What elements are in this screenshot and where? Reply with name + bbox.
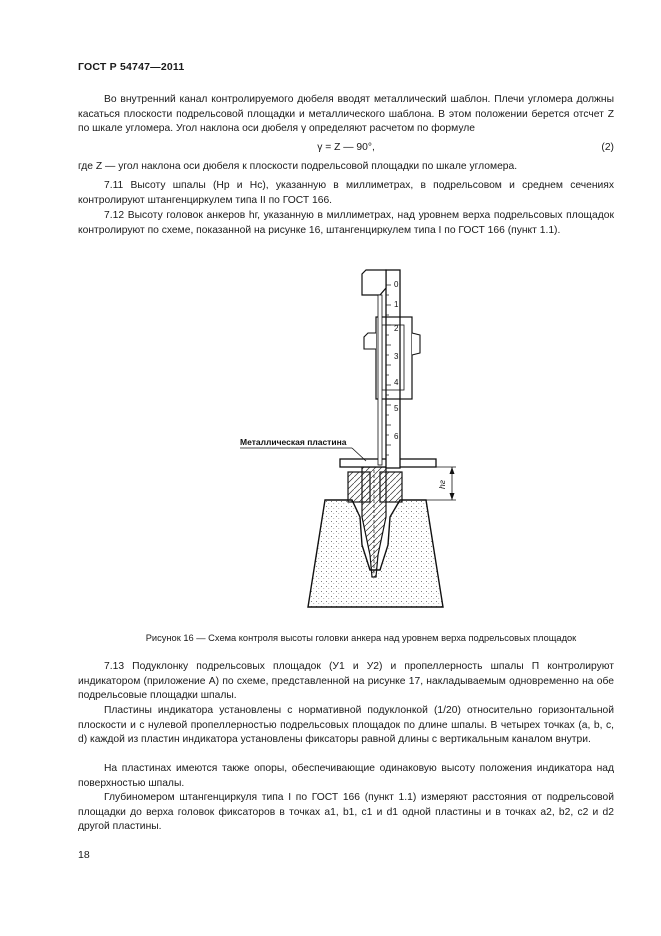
scale-digit: 1 [394, 300, 399, 309]
label-metal-plate: Металлическая пластина [240, 437, 347, 447]
doc-header: ГОСТ Р 54747—2011 [78, 61, 185, 73]
supports-paragraph: На пластинах имеются также опоры, обеспечивающие одинаковую высоту положения индикатора над поверхностью шпалы. [78, 763, 614, 789]
section-7-11: 7.11 Высоту шпалы (Нр и Нс), указанную в миллиметрах, в подрельсовом и среднем сечениях контролируют штангенциркулем типа II по ГОСТ 166. [78, 180, 614, 206]
plates-paragraph: Пластины индикатора установлены с нормативной подуклонкой (1/20) относительно горизонтальной плоскости и с нулевой пропеллерностью подрельсовых площадок по длине шпалы. В четырех точках (a, b, c, d) каждой из пластин индикатора установлены фиксаторы равной длины с вертикальным каналом внутри. [78, 705, 614, 746]
section-7-13: 7.13 Подуклонку подрельсовых площадок (У1 и У2) и пропеллерность шпалы П контролируют индикатором (приложение А) по схеме, представленной на рисунке 17, накладываемым одновременно на обе подрельсовые площадки шпалы. [78, 661, 614, 702]
label-h: hг [437, 480, 447, 489]
depth-paragraph: Глубиномером штангенциркуля типа I по ГОСТ 166 (пункт 1.1) измеряют расстояния от подрельсовой площадки до верха головок фиксаторов в точках a1, b1, c1 и d1 одной пластины и в точках a2, b2, c2 и d2 другой пластины. [78, 792, 614, 833]
formula-explanation: где Z — угол наклона оси дюбеля к плоскости подрельсовой площадки по шкале угломера. [78, 161, 518, 172]
formula-line [78, 142, 614, 157]
figure-caption: Рисунок 16 — Схема контроля высоты головки анкера над уровнем верха подрельсовых площадок [145, 633, 577, 643]
formula: γ = Z — 90°, [317, 142, 375, 153]
scale-digit: 5 [394, 404, 399, 413]
scale-digit: 2 [394, 324, 399, 333]
intro-paragraph: Во внутренний канал контролируемого дюбеля вводят металлический шаблон. Плечи угломера должны касаться плоскости подрельсовой площадки и металлического шаблона. В этом положении берется отсчет Z по шкале угломера. Угол наклона оси дюбеля γ определяют расчетом по формуле [78, 94, 614, 135]
section-7-12: 7.12 Высоту головок анкеров hг, указанную в миллиметрах, над уровнем верха подрельсовых площадок контролируют по схеме, показанной на рисунке 16, штангенциркулем типа I по ГОСТ 166 (пункт 1.1). [78, 210, 614, 236]
scale-digit: 4 [394, 378, 399, 387]
scale-digit: 0 [394, 280, 399, 289]
formula-number: (2) [601, 142, 614, 153]
figure-16-drawing [240, 255, 470, 615]
depth-rod [378, 295, 382, 465]
figure-16 [240, 255, 470, 620]
caliper-fixed-jaw [362, 270, 386, 295]
scale-digit: 6 [394, 432, 399, 441]
scale-digit: 3 [394, 352, 399, 361]
page-number: 18 [78, 849, 90, 861]
